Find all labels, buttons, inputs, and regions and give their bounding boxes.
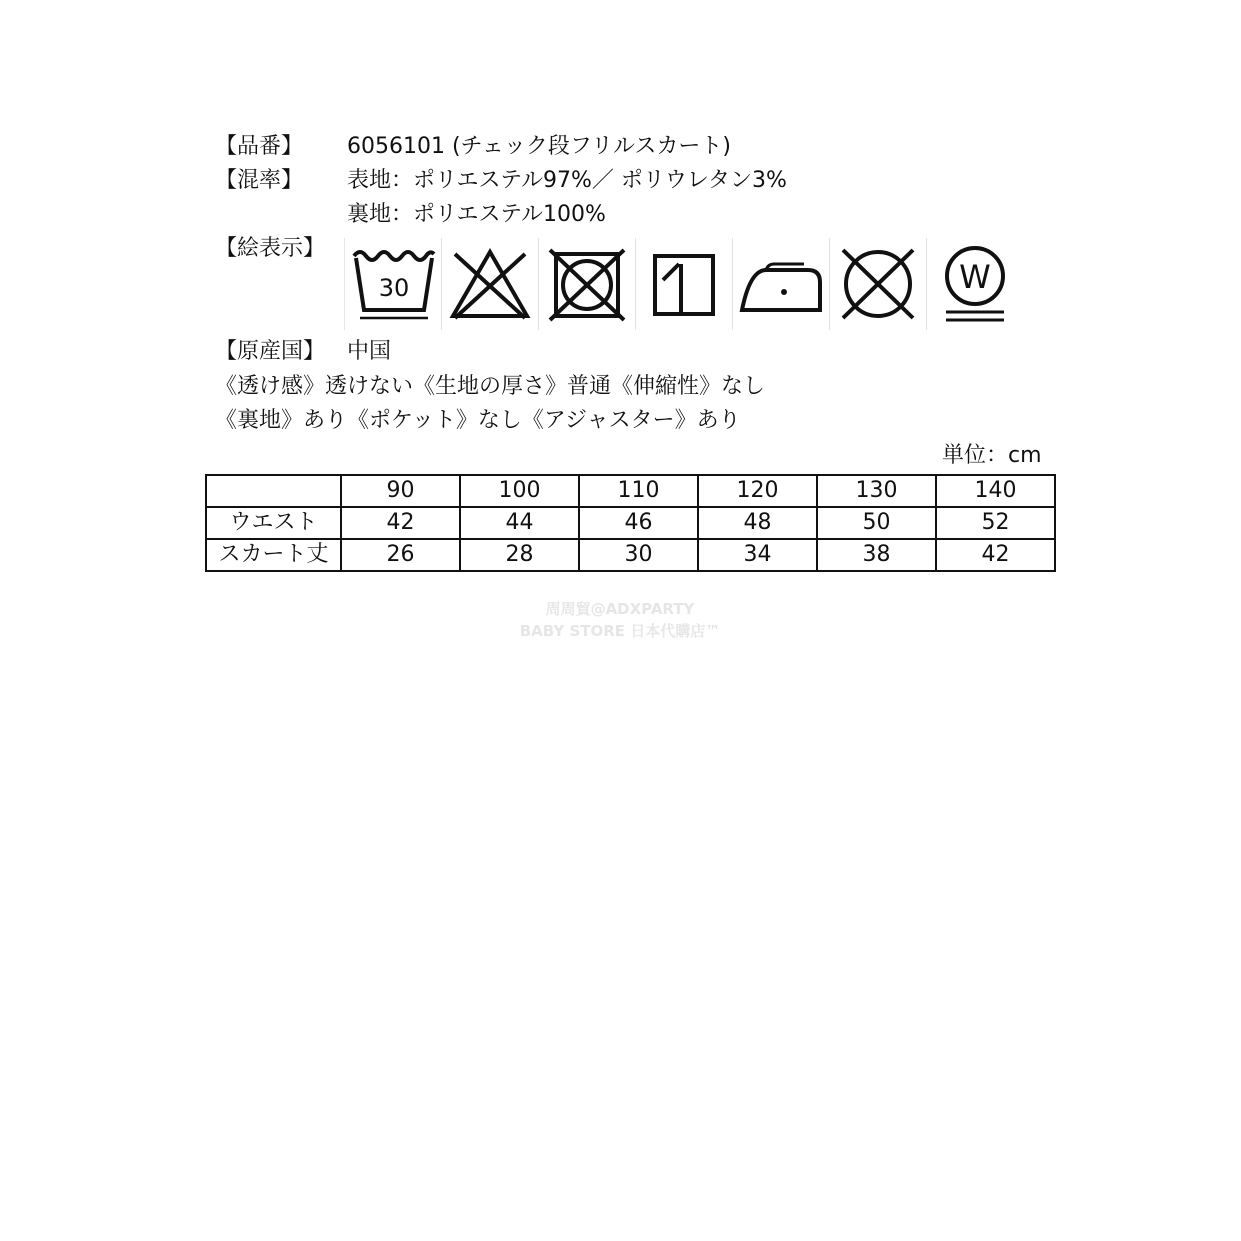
- wash-30-icon: [344, 238, 441, 330]
- size-header-row: [206, 475, 1055, 507]
- item-number-row: [215, 132, 731, 162]
- size-header-cell: 100: [460, 475, 579, 507]
- table-cell: 34: [698, 539, 817, 571]
- care-label: 【絵表示】: [215, 236, 326, 261]
- blend-outer-value: 表地：ポリエステル97%／ ポリウレタン3%: [347, 168, 787, 193]
- origin-value: 中国: [347, 339, 392, 364]
- size-table: [205, 474, 1056, 572]
- features-line-1: 《透け感》透けない《生地の厚さ》普通《伸縮性》なし: [215, 374, 766, 399]
- item-number-value: 6056101 (チェック段フリルスカート): [347, 134, 731, 159]
- blend-row: [215, 166, 787, 196]
- table-cell: 38: [817, 539, 936, 571]
- table-cell: 30: [579, 539, 698, 571]
- table-cell: 52: [936, 507, 1055, 539]
- size-header-cell: 130: [817, 475, 936, 507]
- item-number-label: 【品番】: [215, 134, 304, 159]
- care-label-row: [215, 234, 347, 264]
- no-dry-clean-icon: [829, 238, 926, 330]
- watermark-line-2: BABY STORE 日本代購店™: [519, 622, 721, 640]
- no-bleach-icon: [441, 238, 538, 330]
- table-cell: 26: [341, 539, 460, 571]
- drip-dry-shade-icon: [635, 238, 732, 330]
- row-label: ウエスト: [206, 507, 341, 539]
- unit-label: 単位：cm: [942, 443, 1042, 468]
- blend-label: 【混率】: [215, 168, 304, 193]
- size-header-cell: 110: [579, 475, 698, 507]
- iron-low-icon: [732, 238, 829, 330]
- watermark-line-1: 周周貿@ADXPARTY: [545, 600, 695, 618]
- table-cell: 42: [341, 507, 460, 539]
- blend-lining-value: 裏地：ポリエステル100%: [347, 202, 606, 227]
- care-icons: [344, 238, 1034, 330]
- wet-clean-letter: W: [959, 258, 991, 296]
- waist-row: [206, 507, 1055, 539]
- features-line-2: 《裏地》あり《ポケット》なし《アジャスター》あり: [215, 408, 741, 433]
- table-cell: 46: [579, 507, 698, 539]
- origin-row: [215, 337, 391, 367]
- table-cell: 48: [698, 507, 817, 539]
- table-cell: 28: [460, 539, 579, 571]
- size-header-cell: 140: [936, 475, 1055, 507]
- table-cell: 44: [460, 507, 579, 539]
- size-header-cell: 120: [698, 475, 817, 507]
- blend-lining-row: [215, 200, 606, 230]
- row-label: スカート丈: [206, 539, 341, 571]
- table-cell: 50: [817, 507, 936, 539]
- no-tumble-dry-icon: [538, 238, 635, 330]
- corner-cell: [206, 475, 341, 507]
- wet-clean-gentle-icon: [926, 238, 1023, 330]
- table-cell: 42: [936, 539, 1055, 571]
- origin-label: 【原産国】: [215, 339, 326, 364]
- skirt-length-row: [206, 539, 1055, 571]
- size-header-cell: 90: [341, 475, 460, 507]
- wash-temp-text: 30: [378, 274, 410, 302]
